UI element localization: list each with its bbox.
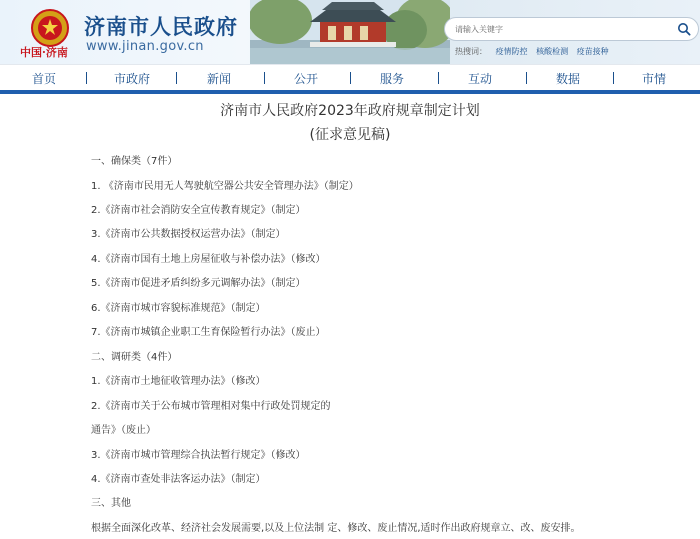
list-item: 1. 《济南市民用无人驾驶航空器公共安全管理办法》（制定） xyxy=(91,181,359,192)
list-item: 6.《济南市城市容貌标准规范》（制定） xyxy=(91,303,266,314)
list-item: 2.《济南市关于公布城市管理相对集中行政处罚规定的 xyxy=(91,401,331,412)
list-item: 1.《济南市土地征收管理办法》（修改） xyxy=(91,376,266,387)
nav-divider xyxy=(350,72,351,84)
nav-divider xyxy=(176,72,177,84)
hot-word-vaccine[interactable]: 疫苗接种 xyxy=(576,47,609,56)
list-item-continuation: 通告》（废止） xyxy=(91,425,156,436)
search-icon[interactable] xyxy=(677,22,691,36)
nav-underline-bar xyxy=(0,90,700,94)
section-heading: 二、调研类（4件） xyxy=(91,352,178,363)
list-item: 3.《济南市公共数据授权运营办法》（制定） xyxy=(91,229,286,240)
hot-word-nucleic-test[interactable]: 核酸检测 xyxy=(536,47,569,56)
list-item: 7.《济南市城镇企业职工生育保险暂行办法》（废止） xyxy=(91,327,326,338)
section-heading: 一、确保类（7件） xyxy=(91,156,178,167)
nav-data[interactable]: 数据 xyxy=(556,72,581,86)
section-heading: 三、其他 xyxy=(91,498,131,509)
nav-government[interactable]: 市政府 xyxy=(114,72,151,86)
search-box xyxy=(444,17,699,41)
nav-home[interactable]: 首页 xyxy=(32,72,57,86)
nav-service[interactable]: 服务 xyxy=(380,72,405,86)
nav-divider xyxy=(438,72,439,84)
hot-words-row xyxy=(455,46,615,57)
site-title[interactable]: 济南市人民政府 xyxy=(84,15,238,39)
hot-word-epidemic[interactable]: 疫情防控 xyxy=(495,47,528,56)
list-item: 5.《济南市促进矛盾纠纷多元调解办法》（制定） xyxy=(91,278,306,289)
header-landmark-image xyxy=(250,0,450,64)
page-subtitle: (征求意见稿) xyxy=(309,127,391,143)
nav-interaction[interactable]: 互动 xyxy=(468,72,493,86)
page-title: 济南市人民政府2023年政府规章制定计划 xyxy=(220,103,480,119)
nav-divider xyxy=(264,72,265,84)
national-emblem-icon xyxy=(30,8,70,48)
site-header xyxy=(0,0,700,64)
hot-words-label: 热搜词： xyxy=(455,47,487,56)
nav-divider xyxy=(86,72,87,84)
emblem-caption: 中国·济南 xyxy=(20,46,68,59)
search-input[interactable] xyxy=(455,21,665,37)
nav-divider xyxy=(613,72,614,84)
list-item: 2.《济南市社会消防安全宣传教育规定》（制定） xyxy=(91,205,306,216)
nav-news[interactable]: 新闻 xyxy=(207,72,232,86)
list-item: 4.《济南市查处非法客运办法》（制定） xyxy=(91,474,266,485)
list-item: 3.《济南市城市管理综合执法暂行规定》（修改） xyxy=(91,450,306,461)
nav-divider xyxy=(526,72,527,84)
main-nav xyxy=(0,64,700,90)
site-url: www.jinan.gov.cn xyxy=(86,39,204,54)
nav-open[interactable]: 公开 xyxy=(294,72,319,86)
paragraph: 根据全面深化改革、经济社会发展需要,以及上位法制 定、修改、废止情况,适时作出政府规章立、改、废安排。 xyxy=(91,523,581,534)
list-item: 4.《济南市国有土地上房屋征收与补偿办法》（修改） xyxy=(91,254,326,265)
nav-city-info[interactable]: 市情 xyxy=(642,72,667,86)
